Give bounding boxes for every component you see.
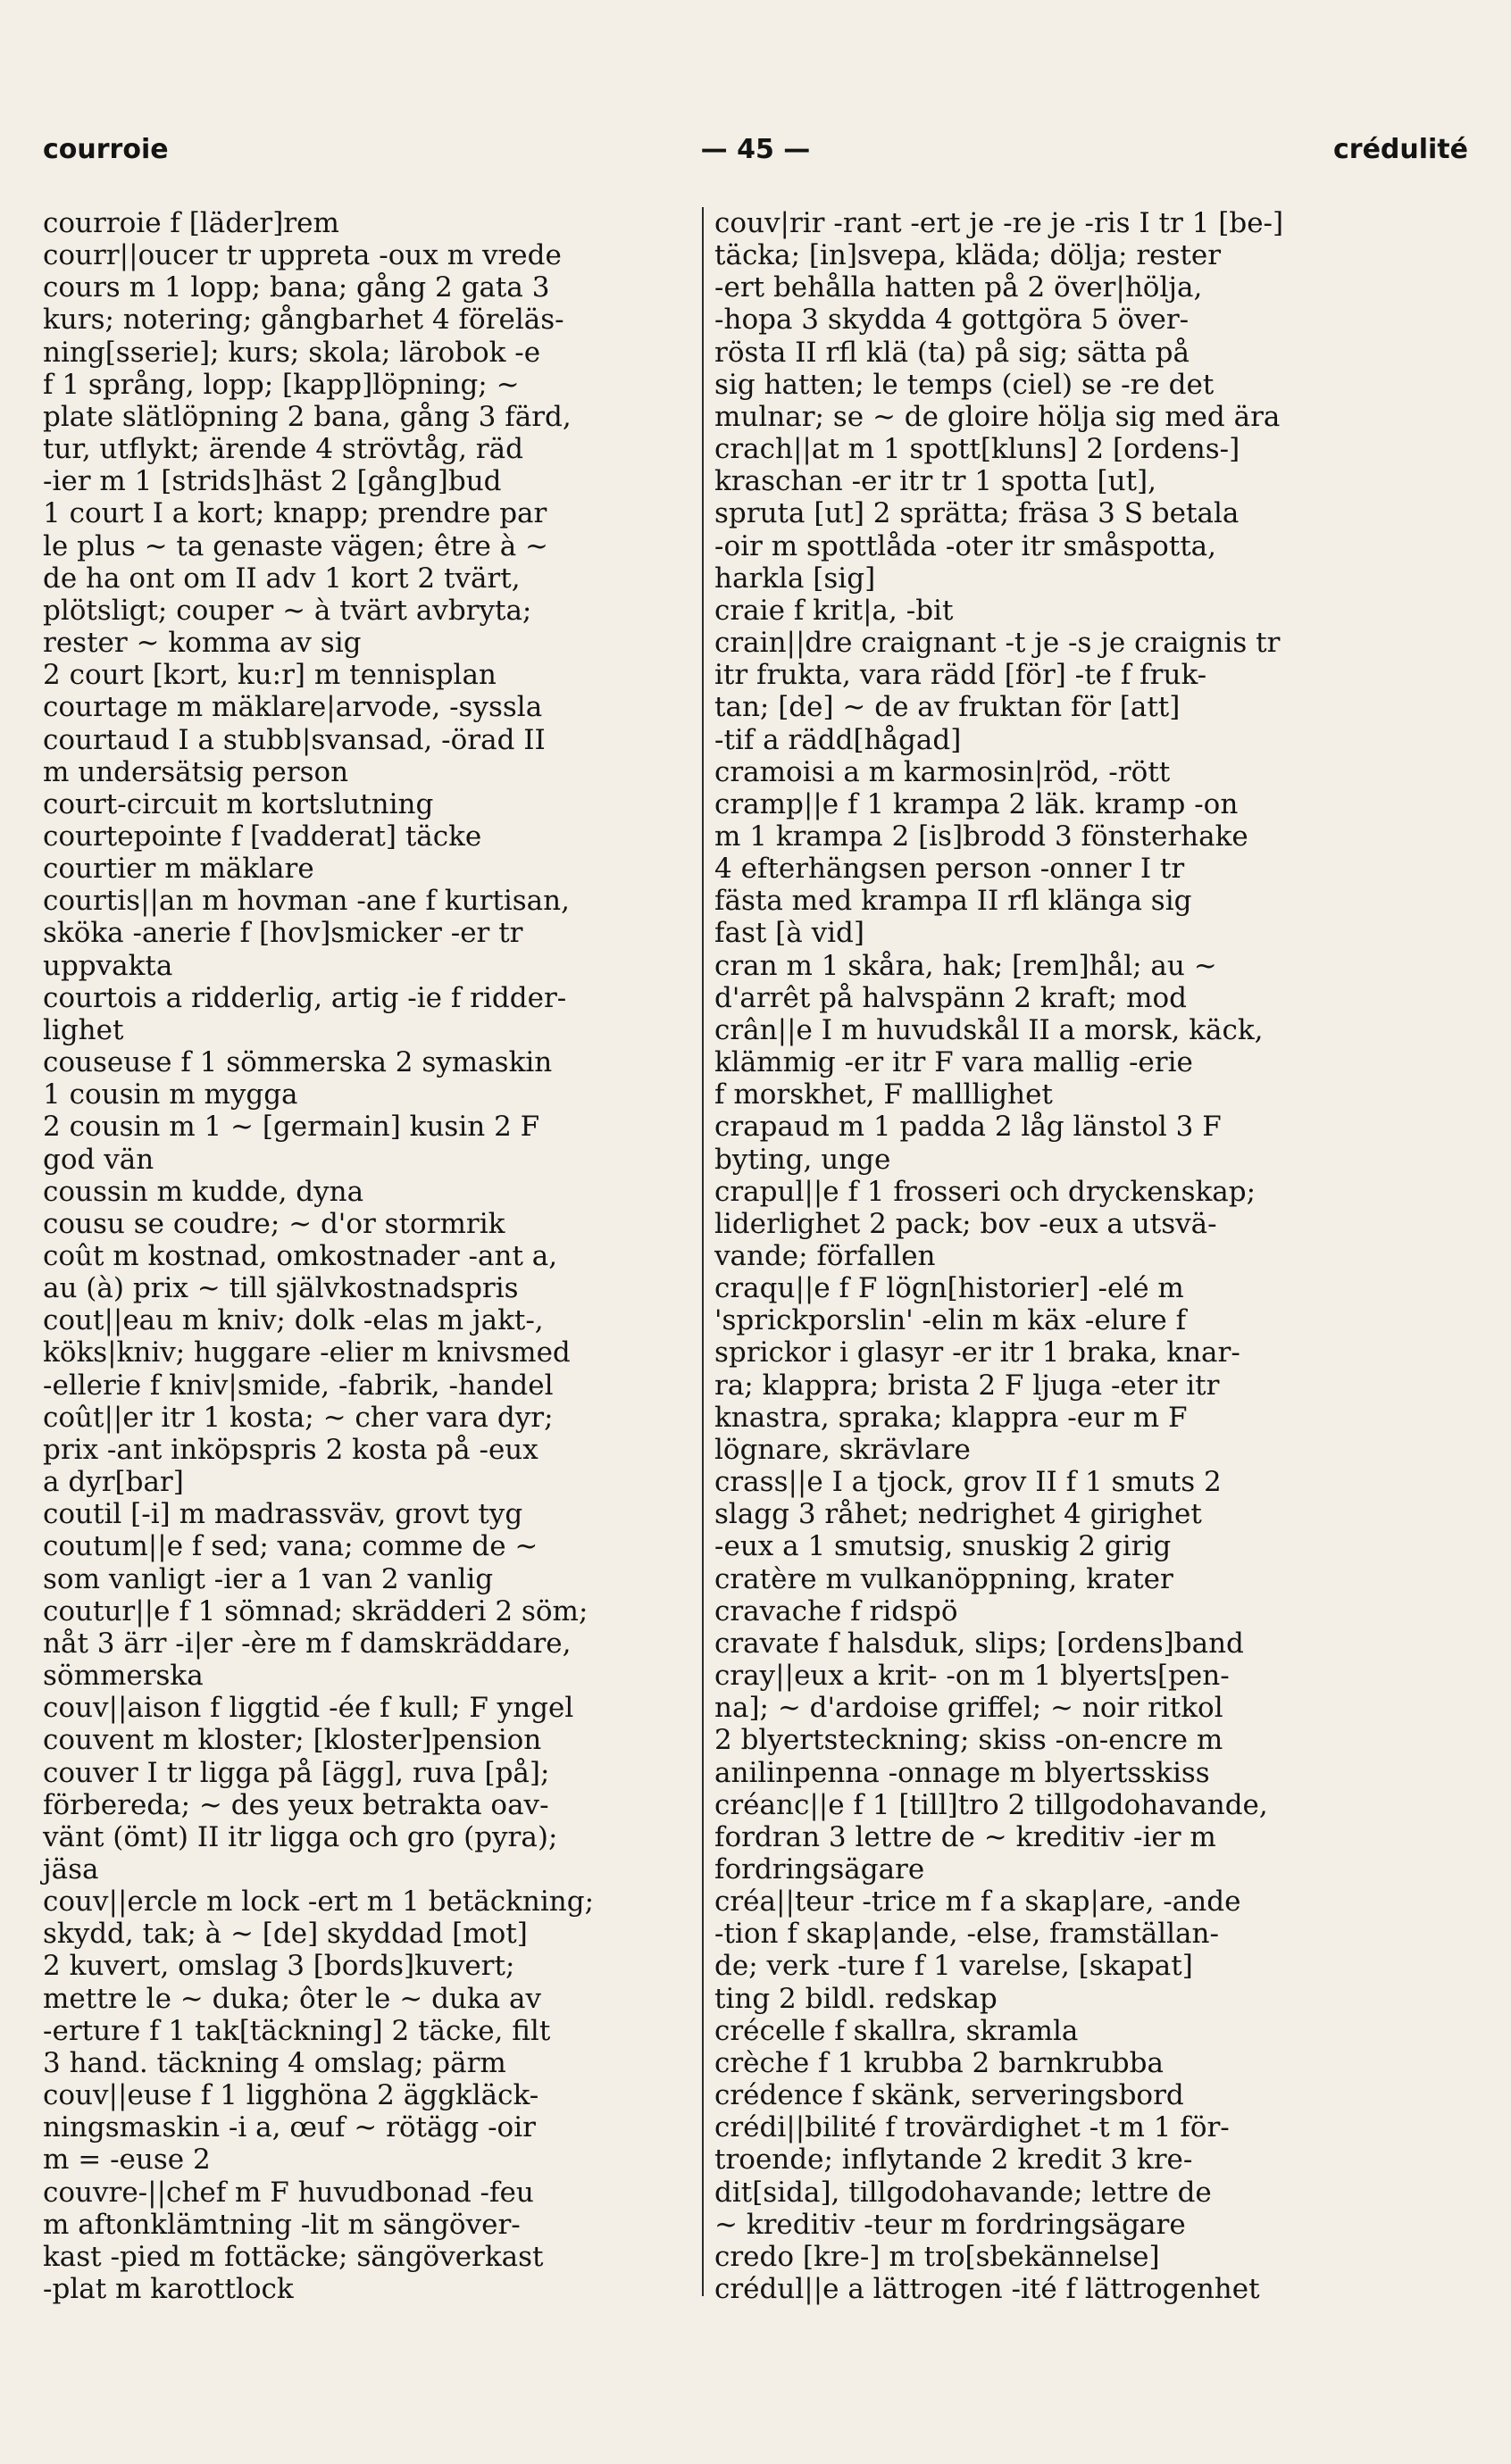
dictionary-line: au (à) prix ~ till självkostnadspris — [43, 1272, 519, 1305]
dictionary-line: courr||oucer tr uppreta -oux m vrede — [43, 239, 562, 272]
dictionary-line: craqu||e f F lögn[historier] -elé m — [714, 1272, 1184, 1305]
dictionary-line: fordringsägare — [714, 1852, 925, 1885]
dictionary-line: 2 blyertsteckning; skiss -on-encre m — [714, 1724, 1223, 1757]
dictionary-line: coussin m kudde, dyna — [43, 1175, 364, 1208]
dictionary-line: courtis||an m hovman -ane f kurtisan, — [43, 885, 570, 918]
dictionary-line: sig hatten; le temps (ciel) se -re det — [714, 368, 1215, 401]
dictionary-line: coutur||e f 1 sömnad; skrädderi 2 söm; — [43, 1594, 589, 1627]
dictionary-line: crédi||bilité f trovärdighet -t m 1 för- — [714, 2111, 1230, 2144]
dictionary-line: liderlighet 2 pack; bov -eux a utsvä- — [714, 1207, 1217, 1240]
dictionary-line: créa||teur -trice m f a skap|are, -ande — [714, 1885, 1241, 1919]
dictionary-line: som vanligt -ier a 1 van 2 vanlig — [43, 1562, 494, 1595]
right-guide-word: crédulité — [1332, 134, 1468, 165]
dictionary-line: crain||dre craignant -t je -s je craignis tr — [714, 627, 1281, 660]
dictionary-line: couv||aison f liggtid -ée f kull; F yngel — [43, 1692, 574, 1725]
dictionary-line: credo [kre-] m tro[sbekännelse] — [714, 2240, 1160, 2273]
dictionary-line: cout||eau m kniv; dolk -elas m jakt-, — [43, 1304, 544, 1337]
dictionary-line: skydd, tak; à ~ [de] skyddad [mot] — [43, 1918, 528, 1951]
dictionary-line: cray||eux a krit- -on m 1 blyerts[pen- — [714, 1660, 1230, 1693]
dictionary-line: m undersätsig person — [43, 755, 349, 788]
dictionary-line: couver I tr ligga på [ägg], ruva [på]; — [43, 1756, 550, 1789]
dictionary-line: troende; inflytande 2 kredit 3 kre- — [714, 2144, 1193, 2177]
dictionary-line: sömmerska — [43, 1660, 204, 1693]
dictionary-line: le plus ~ ta genaste vägen; être à ~ — [43, 529, 549, 562]
right-column — [714, 207, 1366, 2305]
dictionary-line: köks|kniv; huggare -elier m knivsmed — [43, 1336, 571, 1369]
dictionary-line: m = -euse 2 — [43, 2144, 211, 2177]
page-number: — 45 — — [700, 134, 811, 165]
dictionary-line: crapaud m 1 padda 2 låg länstol 3 F — [714, 1111, 1222, 1144]
dictionary-line: créanc||e f 1 [till]tro 2 tillgodohavande, — [714, 1788, 1268, 1821]
dictionary-line: -ellerie f kniv|smide, -fabrik, -handel — [43, 1369, 554, 1402]
dictionary-line: courroie f [läder]rem — [43, 207, 339, 239]
dictionary-line: cramoisi a m karmosin|röd, -rött — [714, 755, 1171, 788]
dictionary-line: knastra, spraka; klappra -eur m F — [714, 1401, 1188, 1434]
dictionary-line: crédul||e a lättrogen -ité f lättrogenhet — [714, 2273, 1260, 2305]
dictionary-line: -tion f skap|ande, -else, framställan- — [714, 1918, 1219, 1951]
dictionary-line: couseuse f 1 sömmerska 2 symaskin — [43, 1046, 553, 1079]
dictionary-line: court-circuit m kortslutning — [43, 787, 434, 820]
dictionary-line: cousu se coudre; ~ d'or stormrik — [43, 1207, 505, 1240]
dictionary-line: courtier m mäklare — [43, 853, 314, 886]
dictionary-line: jäsa — [43, 1852, 99, 1885]
dictionary-line: courtepointe f [vadderat] täcke — [43, 820, 482, 853]
dictionary-line: de ha ont om II adv 1 kort 2 tvärt, — [43, 562, 521, 595]
column-divider — [702, 207, 704, 2296]
dictionary-line: rester ~ komma av sig — [43, 627, 362, 660]
dictionary-line: fästa med krampa II rfl klänga sig — [714, 885, 1192, 918]
dictionary-line: harkla [sig] — [714, 562, 876, 595]
dictionary-line: 2 kuvert, omslag 3 [bords]kuvert; — [43, 1950, 515, 1983]
dictionary-line: slagg 3 råhet; nedrighet 4 girighet — [714, 1498, 1202, 1531]
dictionary-line: -eux a 1 smutsig, snuskig 2 girig — [714, 1530, 1172, 1563]
dictionary-line: fordran 3 lettre de ~ kreditiv -ier m — [714, 1820, 1216, 1853]
dictionary-line: coutil [-i] m madrassväv, grovt tyg — [43, 1498, 523, 1531]
dictionary-line: couv||ercle m lock -ert m 1 betäckning; — [43, 1885, 595, 1919]
dictionary-line: -tif a rädd[hågad] — [714, 723, 962, 756]
dictionary-line: lighet — [43, 1013, 124, 1046]
dictionary-line: spruta [ut] 2 sprätta; fräsa 3 S betala — [714, 497, 1240, 530]
dictionary-line: -hopa 3 skydda 4 gottgöra 5 över- — [714, 304, 1190, 337]
dictionary-line: -oir m spottlåda -oter itr småspotta, — [714, 529, 1216, 562]
dictionary-line: crédence f skänk, serveringsbord — [714, 2079, 1184, 2112]
dictionary-line: -plat m karottlock — [43, 2273, 294, 2305]
dictionary-line: tan; [de] ~ de av fruktan för [att] — [714, 691, 1181, 724]
dictionary-line: ra; klappra; brista 2 F ljuga -eter itr — [714, 1369, 1220, 1402]
dictionary-line: plate slätlöpning 2 bana, gång 3 färd, — [43, 400, 572, 433]
dictionary-line: kast -pied m fottäcke; sängöverkast — [43, 2240, 544, 2273]
dictionary-line: sprickor i glasyr -er itr 1 braka, knar- — [714, 1336, 1240, 1369]
dictionary-line: lögnare, skrävlare — [714, 1433, 971, 1466]
dictionary-line: crapul||e f 1 frosseri och dryckenskap; — [714, 1175, 1256, 1208]
dictionary-line: de; verk -ture f 1 varelse, [skapat] — [714, 1950, 1193, 1983]
dictionary-line: sköka -anerie f [hov]smicker -er tr — [43, 917, 523, 950]
dictionary-line: kurs; notering; gångbarhet 4 föreläs- — [43, 304, 564, 337]
dictionary-line: cran m 1 skåra, hak; [rem]hål; au ~ — [714, 949, 1217, 982]
dictionary-line: prix -ant inköpspris 2 kosta på -eux — [43, 1433, 538, 1466]
dictionary-line: coutum||e f sed; vana; comme de ~ — [43, 1530, 538, 1563]
dictionary-line: crass||e I a tjock, grov II f 1 smuts 2 — [714, 1466, 1222, 1499]
dictionary-line: crèche f 1 krubba 2 barnkrubba — [714, 2046, 1164, 2079]
dictionary-line: cours m 1 lopp; bana; gång 2 gata 3 — [43, 271, 550, 304]
dictionary-line: fast [à vid] — [714, 917, 864, 950]
dictionary-line: byting, unge — [714, 1143, 891, 1176]
dictionary-line: god vän — [43, 1143, 154, 1176]
dictionary-line: anilinpenna -onnage m blyertsskiss — [714, 1756, 1210, 1789]
dictionary-line: ~ kreditiv -teur m fordringsägare — [714, 2208, 1186, 2241]
dictionary-line: couv|rir -rant -ert je -re je -ris I tr 1 [be-] — [714, 207, 1284, 239]
dictionary-line: mettre le ~ duka; ôter le ~ duka av — [43, 1982, 541, 2015]
dictionary-line: 'sprickporslin' -elin m käx -elure f — [714, 1304, 1187, 1337]
dictionary-line: -ert behålla hatten på 2 över|hölja, — [714, 271, 1203, 304]
dictionary-line: m 1 krampa 2 [is]brodd 3 fönsterhake — [714, 820, 1248, 853]
dictionary-line: 1 cousin m mygga — [43, 1078, 298, 1111]
dictionary-line: na]; ~ d'ardoise griffel; ~ noir ritkol — [714, 1692, 1223, 1725]
dictionary-line: dit[sida], tillgodohavande; lettre de — [714, 2176, 1212, 2209]
dictionary-line: courtois a ridderlig, artig -ie f ridder- — [43, 981, 567, 1014]
dictionary-line: täcka; [in]svepa, kläda; dölja; rester — [714, 239, 1222, 272]
dictionary-line: 4 efterhängsen person -onner I tr — [714, 853, 1185, 886]
dictionary-line: 3 hand. täckning 4 omslag; pärm — [43, 2046, 506, 2079]
dictionary-line: uppvakta — [43, 949, 173, 982]
dictionary-line: a dyr[bar] — [43, 1466, 184, 1499]
dictionary-line: itr frukta, vara rädd [för] -te f fruk- — [714, 659, 1207, 692]
dictionary-line: coût m kostnad, omkostnader -ant a, — [43, 1240, 558, 1272]
left-guide-word: courroie — [43, 134, 169, 165]
dictionary-line: craie f krit|a, -bit — [714, 594, 954, 627]
dictionary-line: couvre-||chef m F huvudbonad -feu — [43, 2176, 534, 2209]
page-header — [43, 134, 1468, 170]
dictionary-line: klämmig -er itr F vara mallig -erie — [714, 1046, 1193, 1079]
dictionary-line: 1 court I a kort; knapp; prendre par — [43, 497, 547, 530]
dictionary-line: 2 court [kɔrt, ku:r] m tennisplan — [43, 659, 497, 692]
dictionary-line: förbereda; ~ des yeux betrakta oav- — [43, 1788, 549, 1821]
dictionary-line: ning[sserie]; kurs; skola; lärobok -e — [43, 336, 541, 369]
dictionary-line: 2 cousin m 1 ~ [germain] kusin 2 F — [43, 1111, 540, 1144]
dictionary-line: couv||euse f 1 ligghöna 2 äggkläck- — [43, 2079, 539, 2112]
dictionary-line: crécelle f skallra, skramla — [714, 2014, 1079, 2047]
dictionary-line: m aftonklämtning -lit m sängöver- — [43, 2208, 521, 2241]
dictionary-line: cramp||e f 1 krampa 2 läk. kramp -on — [714, 787, 1239, 820]
dictionary-line: vande; förfallen — [714, 1240, 936, 1272]
dictionary-line: cratère m vulkanöppning, krater — [714, 1562, 1173, 1595]
dictionary-line: ningsmaskin -i a, œuf ~ rötägg -oir — [43, 2111, 536, 2144]
dictionary-line: plötsligt; couper ~ à tvärt avbryta; — [43, 594, 532, 627]
dictionary-line: tur, utflykt; ärende 4 strövtåg, räd — [43, 433, 523, 466]
dictionary-line: kraschan -er itr tr 1 spotta [ut], — [714, 465, 1157, 498]
dictionary-line: coût||er itr 1 kosta; ~ cher vara dyr; — [43, 1401, 554, 1434]
left-column — [43, 207, 686, 2305]
dictionary-line: vänt (ömt) II itr ligga och gro (pyra); — [43, 1820, 558, 1853]
dictionary-line: mulnar; se ~ de gloire hölja sig med ära — [714, 400, 1281, 433]
dictionary-line: -ier m 1 [strids]häst 2 [gång]bud — [43, 465, 502, 498]
dictionary-line: cravate f halsduk, slips; [ordens]band — [714, 1627, 1244, 1660]
dictionary-line: d'arrêt på halvspänn 2 kraft; mod — [714, 981, 1188, 1014]
dictionary-line: ting 2 bildl. redskap — [714, 1982, 998, 2015]
dictionary-line: cravache f ridspö — [714, 1594, 958, 1627]
dictionary-line: couvent m kloster; [kloster]pension — [43, 1724, 542, 1757]
dictionary-line: f 1 språng, lopp; [kapp]löpning; ~ — [43, 368, 520, 401]
dictionary-line: crân||e I m huvudskål II a morsk, käck, — [714, 1013, 1264, 1046]
dictionary-line: courtaud I a stubb|svansad, -örad II — [43, 723, 546, 756]
dictionary-line: courtage m mäklare|arvode, -syssla — [43, 691, 543, 724]
dictionary-line: f morskhet, F malllighet — [714, 1078, 1053, 1111]
dictionary-line: -erture f 1 tak[täckning] 2 täcke, filt — [43, 2014, 551, 2047]
dictionary-line: nåt 3 ärr -i|er -ère m f damskräddare, — [43, 1627, 572, 1660]
dictionary-line: crach||at m 1 spott[kluns] 2 [ordens-] — [714, 433, 1240, 466]
dictionary-line: rösta II rfl klä (ta) på sig; sätta på — [714, 336, 1190, 369]
